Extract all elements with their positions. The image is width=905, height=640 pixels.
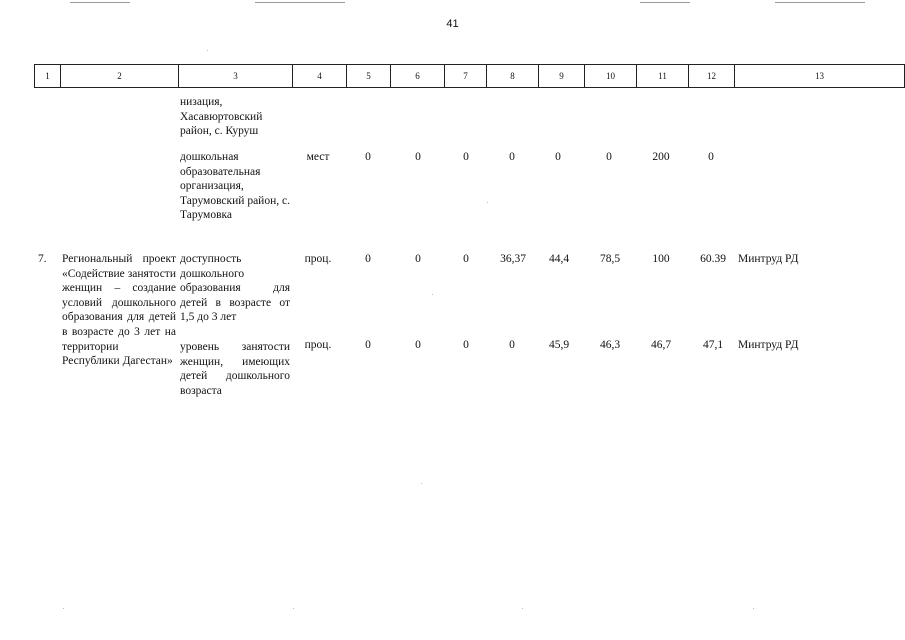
value-col-9: 44,4 — [548, 253, 570, 265]
scan-speck — [522, 608, 523, 609]
indicator-preschool-tarumovka: дошкольная образовательная организация, Тарумовский район, с. Тарумовка — [180, 151, 290, 222]
value-col-8: 0 — [509, 339, 515, 351]
value-col-12: 60.39 — [700, 253, 726, 265]
header-col-10: 10 — [584, 65, 636, 87]
scan-mark — [775, 2, 865, 3]
scan-mark — [255, 2, 345, 3]
header-col-2: 2 — [60, 65, 178, 87]
header-col-11: 11 — [636, 65, 688, 87]
page-number: 41 — [446, 18, 459, 30]
value-col-6: 0 — [415, 151, 421, 163]
value-col-10: 0 — [606, 151, 612, 163]
header-col-4: 4 — [292, 65, 346, 87]
value-col-11: 200 — [652, 151, 670, 163]
unit-cell: мест — [306, 151, 330, 163]
header-col-3: 3 — [178, 65, 292, 87]
row-number: 7. — [38, 253, 47, 265]
value-col-12: 47,1 — [702, 339, 724, 351]
value-col-5: 0 — [365, 339, 371, 351]
value-col-7: 0 — [463, 339, 469, 351]
indicator-employment: уровень занятости женщин, имеющих детей дошкольного возраста — [180, 341, 290, 397]
scan-speck — [753, 608, 754, 609]
value-col-6: 0 — [415, 253, 421, 265]
scan-speck — [487, 202, 488, 203]
value-col-7: 0 — [463, 253, 469, 265]
indicator-continuation: низация, Хасавюртовский район, с. Куруш — [180, 96, 263, 138]
header-col-12: 12 — [688, 65, 734, 87]
value-col-5: 0 — [365, 151, 371, 163]
value-col-11: 100 — [652, 253, 670, 265]
header-col-6: 6 — [390, 65, 444, 87]
header-col-5: 5 — [346, 65, 390, 87]
table-header — [34, 64, 905, 88]
value-col-10: 46,3 — [599, 339, 621, 351]
value-col-7: 0 — [463, 151, 469, 163]
header-col-1: 1 — [34, 65, 60, 87]
header-col-9: 9 — [538, 65, 584, 87]
indicator-availability: доступность дошкольного образования для детей в возрасте от 1,5 до 3 лет — [180, 253, 290, 324]
value-col-8: 36,37 — [500, 253, 526, 265]
header-col-8: 8 — [486, 65, 538, 87]
value-col-5: 0 — [365, 253, 371, 265]
scan-speck — [421, 483, 422, 484]
header-col-13: 13 — [734, 65, 905, 87]
value-col-11: 46,7 — [650, 339, 672, 351]
unit-cell: проц. — [304, 339, 332, 351]
header-col-7: 7 — [444, 65, 486, 87]
project-name: Региональный проект «Содействие занятости женщин – создание условий дошкольного образования для детей в возрасте до 3 лет на территории Республики Дагестан» — [62, 253, 176, 368]
unit-cell: проц. — [304, 253, 332, 265]
value-col-9: 0 — [555, 151, 561, 163]
scan-mark — [70, 2, 130, 3]
value-col-6: 0 — [415, 339, 421, 351]
value-col-9: 45,9 — [548, 339, 570, 351]
scan-speck — [293, 608, 294, 609]
scan-mark — [640, 2, 690, 3]
scan-speck — [63, 608, 64, 609]
value-col-12: 0 — [708, 151, 714, 163]
executor-cell: Минтруд РД — [738, 339, 799, 351]
executor-cell: Минтруд РД — [738, 253, 799, 265]
value-col-8: 0 — [509, 151, 515, 163]
scan-speck — [207, 50, 208, 51]
value-col-10: 78,5 — [599, 253, 621, 265]
scan-speck — [432, 294, 433, 295]
